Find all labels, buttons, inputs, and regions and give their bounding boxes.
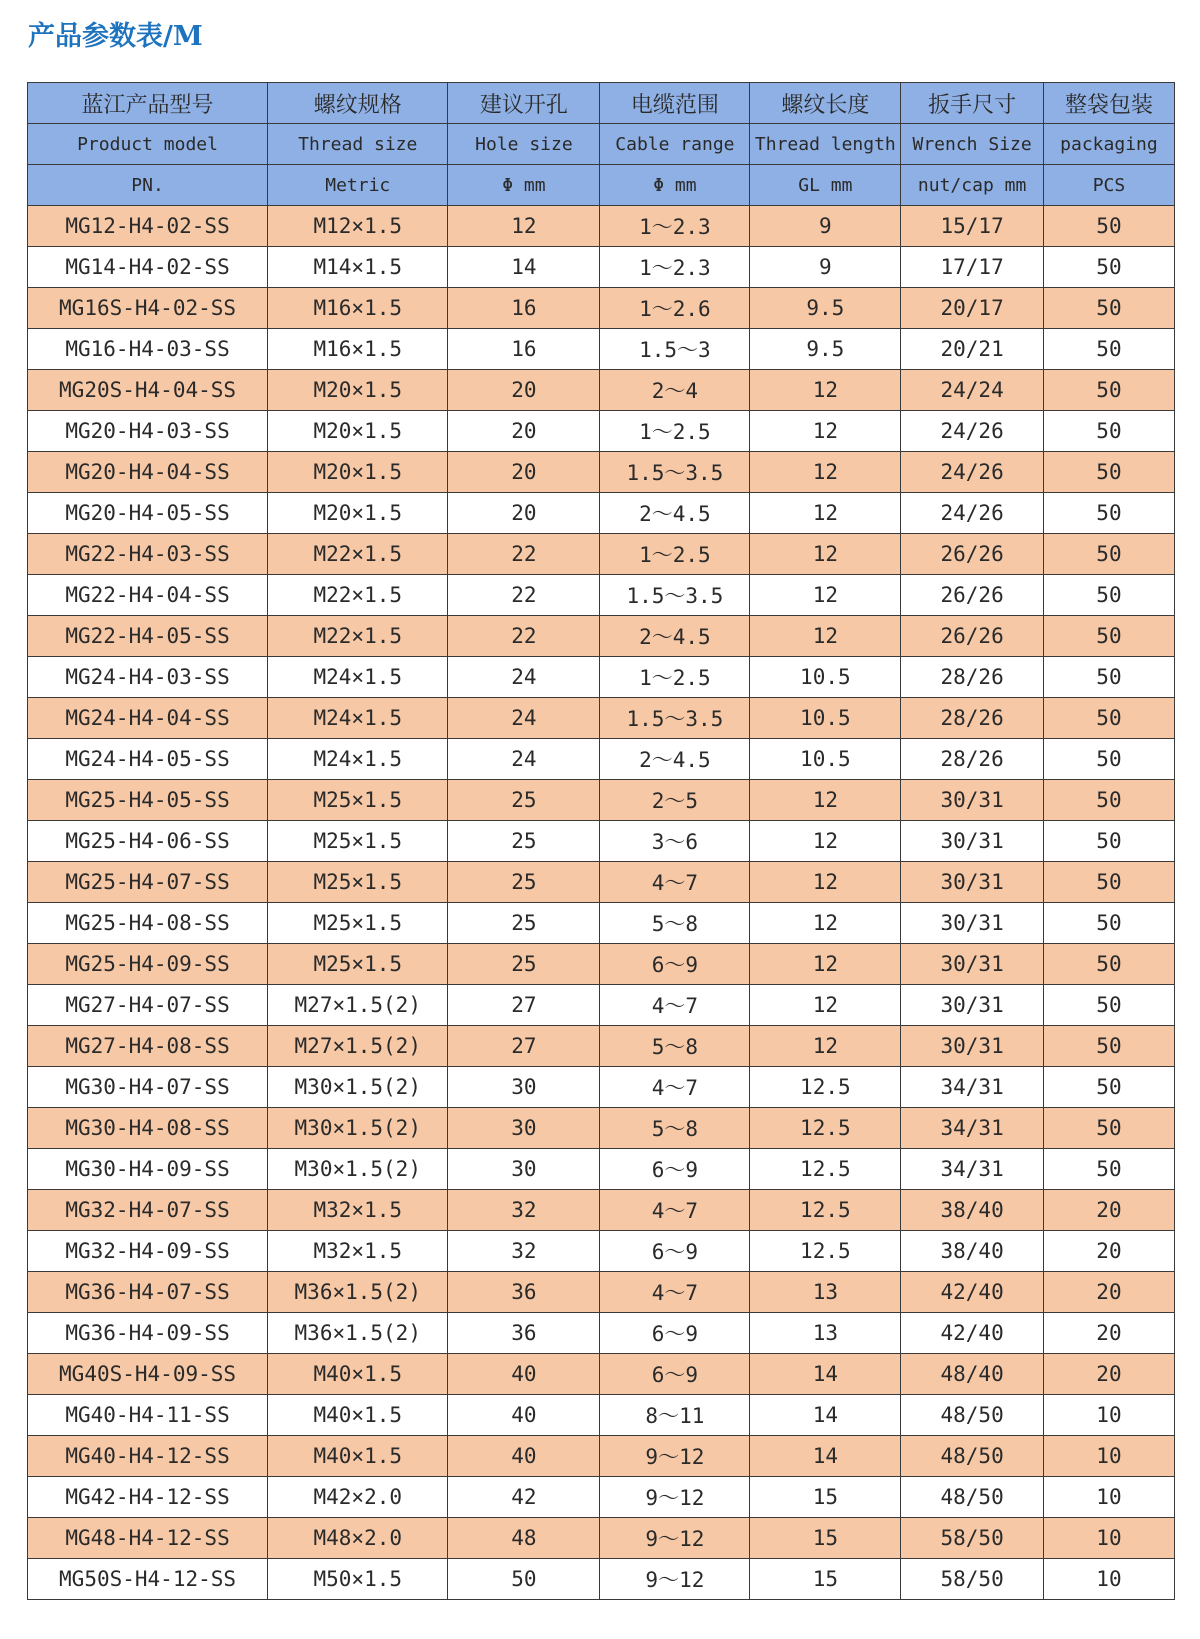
table-cell: 20/21: [901, 329, 1044, 370]
table-cell: 40: [448, 1395, 600, 1436]
table-cell: M30×1.5(2): [268, 1108, 448, 1149]
table-cell: M20×1.5: [268, 411, 448, 452]
table-cell: 12: [750, 985, 901, 1026]
table-cell: 14: [750, 1395, 901, 1436]
table-cell: 38/40: [901, 1190, 1044, 1231]
table-cell: 20: [1043, 1190, 1174, 1231]
header-cell: 蓝江产品型号: [28, 83, 268, 124]
table-cell: 12: [750, 616, 901, 657]
table-cell: 12.5: [750, 1231, 901, 1272]
header-row-english: [28, 124, 1175, 165]
table-row: [28, 288, 1175, 329]
table-cell: 20: [448, 493, 600, 534]
table-cell: MG27-H4-07-SS: [28, 985, 268, 1026]
table-cell: 12: [448, 206, 600, 247]
table-cell: 9～12: [600, 1518, 750, 1559]
table-cell: 9～12: [600, 1436, 750, 1477]
table-cell: 12: [750, 575, 901, 616]
table-cell: 17/17: [901, 247, 1044, 288]
table-cell: M32×1.5: [268, 1190, 448, 1231]
table-cell: M32×1.5: [268, 1231, 448, 1272]
table-cell: 34/31: [901, 1067, 1044, 1108]
header-row-units: [28, 165, 1175, 206]
header-cell: 扳手尺寸: [901, 83, 1044, 124]
header-cell: 建议开孔: [448, 83, 600, 124]
table-cell: 20: [1043, 1313, 1174, 1354]
table-cell: 50: [1043, 944, 1174, 985]
table-cell: 24/26: [901, 493, 1044, 534]
table-cell: MG20S-H4-04-SS: [28, 370, 268, 411]
table-cell: 4～7: [600, 985, 750, 1026]
table-cell: 2～4.5: [600, 493, 750, 534]
table-cell: 28/26: [901, 698, 1044, 739]
table-cell: 30/31: [901, 1026, 1044, 1067]
table-cell: M50×1.5: [268, 1559, 448, 1600]
table-cell: 16: [448, 288, 600, 329]
table-cell: 2～4.5: [600, 616, 750, 657]
table-cell: 24: [448, 698, 600, 739]
table-cell: 4～7: [600, 1272, 750, 1313]
table-cell: 40: [448, 1436, 600, 1477]
table-cell: 10: [1043, 1395, 1174, 1436]
table-cell: 20/17: [901, 288, 1044, 329]
table-cell: 50: [1043, 985, 1174, 1026]
table-cell: 42/40: [901, 1272, 1044, 1313]
table-row: [28, 370, 1175, 411]
table-cell: 20: [1043, 1272, 1174, 1313]
table-row: [28, 780, 1175, 821]
table-cell: 50: [1043, 739, 1174, 780]
table-row: [28, 985, 1175, 1026]
table-cell: MG30-H4-09-SS: [28, 1149, 268, 1190]
table-row: [28, 821, 1175, 862]
table-cell: 50: [1043, 493, 1174, 534]
product-spec-table: [27, 82, 1175, 1600]
table-cell: 12: [750, 493, 901, 534]
table-cell: 24: [448, 657, 600, 698]
table-cell: 1.5～3.5: [600, 575, 750, 616]
table-cell: 9: [750, 206, 901, 247]
header-cell: Wrench Size: [901, 124, 1044, 165]
table-cell: 12: [750, 452, 901, 493]
table-cell: 4～7: [600, 1190, 750, 1231]
table-cell: M25×1.5: [268, 780, 448, 821]
table-cell: MG48-H4-12-SS: [28, 1518, 268, 1559]
table-cell: 50: [1043, 903, 1174, 944]
table-cell: 1～2.5: [600, 657, 750, 698]
table-cell: 50: [1043, 452, 1174, 493]
table-cell: MG30-H4-07-SS: [28, 1067, 268, 1108]
header-cell: Metric: [268, 165, 448, 206]
table-cell: MG24-H4-04-SS: [28, 698, 268, 739]
table-cell: 26/26: [901, 575, 1044, 616]
table-cell: M40×1.5: [268, 1395, 448, 1436]
table-cell: 34/31: [901, 1108, 1044, 1149]
table-cell: 24/26: [901, 411, 1044, 452]
table-cell: M36×1.5(2): [268, 1272, 448, 1313]
table-cell: 32: [448, 1190, 600, 1231]
table-cell: 22: [448, 616, 600, 657]
table-cell: M48×2.0: [268, 1518, 448, 1559]
table-cell: MG40S-H4-09-SS: [28, 1354, 268, 1395]
table-cell: 12.5: [750, 1108, 901, 1149]
table-cell: 50: [1043, 370, 1174, 411]
table-cell: MG24-H4-05-SS: [28, 739, 268, 780]
table-cell: 1～2.5: [600, 534, 750, 575]
table-cell: MG25-H4-05-SS: [28, 780, 268, 821]
header-cell: Product model: [28, 124, 268, 165]
table-cell: 9～12: [600, 1559, 750, 1600]
table-cell: 10: [1043, 1518, 1174, 1559]
table-cell: 34/31: [901, 1149, 1044, 1190]
table-cell: MG25-H4-06-SS: [28, 821, 268, 862]
table-cell: MG25-H4-08-SS: [28, 903, 268, 944]
table-cell: MG25-H4-07-SS: [28, 862, 268, 903]
table-cell: 5～8: [600, 1108, 750, 1149]
table-cell: 50: [1043, 1108, 1174, 1149]
header-cell: Cable range: [600, 124, 750, 165]
table-cell: 9～12: [600, 1477, 750, 1518]
table-cell: MG20-H4-03-SS: [28, 411, 268, 452]
table-cell: 14: [448, 247, 600, 288]
header-cell: Hole size: [448, 124, 600, 165]
table-cell: M24×1.5: [268, 657, 448, 698]
table-cell: MG32-H4-07-SS: [28, 1190, 268, 1231]
table-cell: 48/50: [901, 1477, 1044, 1518]
table-row: [28, 534, 1175, 575]
table-cell: 20: [448, 452, 600, 493]
table-cell: M25×1.5: [268, 944, 448, 985]
table-cell: 1～2.3: [600, 206, 750, 247]
table-row: [28, 329, 1175, 370]
table-cell: 30/31: [901, 944, 1044, 985]
table-cell: 9.5: [750, 288, 901, 329]
table-cell: 50: [1043, 247, 1174, 288]
table-cell: MG25-H4-09-SS: [28, 944, 268, 985]
table-cell: 10.5: [750, 739, 901, 780]
header-cell: 螺纹长度: [750, 83, 901, 124]
table-cell: 2～5: [600, 780, 750, 821]
table-cell: 22: [448, 534, 600, 575]
table-row: [28, 698, 1175, 739]
table-cell: M12×1.5: [268, 206, 448, 247]
table-cell: 1.5～3.5: [600, 452, 750, 493]
table-cell: 42: [448, 1477, 600, 1518]
table-cell: MG14-H4-02-SS: [28, 247, 268, 288]
table-cell: MG24-H4-03-SS: [28, 657, 268, 698]
table-cell: 2～4: [600, 370, 750, 411]
table-cell: 26/26: [901, 534, 1044, 575]
table-cell: 15: [750, 1518, 901, 1559]
table-cell: M30×1.5(2): [268, 1067, 448, 1108]
table-cell: 10.5: [750, 698, 901, 739]
table-cell: 20: [448, 411, 600, 452]
header-cell: Thread length: [750, 124, 901, 165]
table-row: [28, 657, 1175, 698]
table-cell: MG20-H4-04-SS: [28, 452, 268, 493]
table-row: [28, 1026, 1175, 1067]
table-cell: MG40-H4-11-SS: [28, 1395, 268, 1436]
table-cell: 13: [750, 1313, 901, 1354]
table-row: [28, 247, 1175, 288]
table-row: [28, 206, 1175, 247]
table-cell: 15/17: [901, 206, 1044, 247]
table-cell: MG50S-H4-12-SS: [28, 1559, 268, 1600]
table-cell: 25: [448, 903, 600, 944]
table-cell: 10: [1043, 1559, 1174, 1600]
header-cell: Thread size: [268, 124, 448, 165]
table-cell: M24×1.5: [268, 739, 448, 780]
table-cell: 50: [1043, 657, 1174, 698]
table-cell: 58/50: [901, 1559, 1044, 1600]
table-cell: M20×1.5: [268, 493, 448, 534]
table-cell: MG32-H4-09-SS: [28, 1231, 268, 1272]
table-cell: M27×1.5(2): [268, 985, 448, 1026]
table-cell: 48/50: [901, 1436, 1044, 1477]
table-cell: 50: [448, 1559, 600, 1600]
table-cell: 25: [448, 821, 600, 862]
table-row: [28, 1477, 1175, 1518]
table-cell: M30×1.5(2): [268, 1149, 448, 1190]
table-row: [28, 1354, 1175, 1395]
header-cell: PN.: [28, 165, 268, 206]
table-row: [28, 575, 1175, 616]
page-title: 产品参数表/M: [28, 21, 203, 52]
table-row: [28, 1272, 1175, 1313]
table-cell: M22×1.5: [268, 534, 448, 575]
table-cell: 22: [448, 575, 600, 616]
table-cell: 24/24: [901, 370, 1044, 411]
table-cell: 30/31: [901, 862, 1044, 903]
table-cell: 36: [448, 1272, 600, 1313]
table-cell: MG20-H4-05-SS: [28, 493, 268, 534]
table-cell: 3～6: [600, 821, 750, 862]
table-cell: 12: [750, 1026, 901, 1067]
table-cell: MG42-H4-12-SS: [28, 1477, 268, 1518]
table-cell: 20: [1043, 1231, 1174, 1272]
table-cell: 42/40: [901, 1313, 1044, 1354]
table-cell: 13: [750, 1272, 901, 1313]
table-cell: 12: [750, 903, 901, 944]
table-row: [28, 1313, 1175, 1354]
table-cell: 9.5: [750, 329, 901, 370]
table-cell: 12.5: [750, 1149, 901, 1190]
table-row: [28, 1190, 1175, 1231]
table-cell: 50: [1043, 329, 1174, 370]
header-cell: 电缆范围: [600, 83, 750, 124]
table-row: [28, 1436, 1175, 1477]
header-cell: GL mm: [750, 165, 901, 206]
table-cell: M25×1.5: [268, 821, 448, 862]
table-cell: 48/50: [901, 1395, 1044, 1436]
table-cell: 25: [448, 944, 600, 985]
table-row: [28, 1149, 1175, 1190]
table-cell: 50: [1043, 288, 1174, 329]
table-row: [28, 452, 1175, 493]
table-row: [28, 1559, 1175, 1600]
table-cell: 50: [1043, 411, 1174, 452]
table-cell: 2～4.5: [600, 739, 750, 780]
table-cell: 1～2.3: [600, 247, 750, 288]
table-cell: 24/26: [901, 452, 1044, 493]
table-row: [28, 1395, 1175, 1436]
table-cell: 6～9: [600, 944, 750, 985]
table-cell: M40×1.5: [268, 1354, 448, 1395]
table-cell: MG27-H4-08-SS: [28, 1026, 268, 1067]
header-cell: Φ mm: [448, 165, 600, 206]
header-cell: nut/cap mm: [901, 165, 1044, 206]
table-cell: M40×1.5: [268, 1436, 448, 1477]
table-row: [28, 1518, 1175, 1559]
table-cell: 30/31: [901, 780, 1044, 821]
table-cell: 10.5: [750, 657, 901, 698]
table-cell: M25×1.5: [268, 903, 448, 944]
table-cell: MG22-H4-04-SS: [28, 575, 268, 616]
table-cell: MG22-H4-05-SS: [28, 616, 268, 657]
table-cell: MG40-H4-12-SS: [28, 1436, 268, 1477]
table-cell: MG12-H4-02-SS: [28, 206, 268, 247]
table-cell: M20×1.5: [268, 370, 448, 411]
table-cell: 8～11: [600, 1395, 750, 1436]
table-cell: MG30-H4-08-SS: [28, 1108, 268, 1149]
table-row: [28, 411, 1175, 452]
table-cell: M16×1.5: [268, 329, 448, 370]
table-cell: M22×1.5: [268, 575, 448, 616]
table-cell: 50: [1043, 1067, 1174, 1108]
table-cell: 10: [1043, 1436, 1174, 1477]
table-cell: 27: [448, 1026, 600, 1067]
table-cell: 32: [448, 1231, 600, 1272]
table-cell: 12: [750, 780, 901, 821]
table-cell: 6～9: [600, 1149, 750, 1190]
table-cell: 4～7: [600, 1067, 750, 1108]
table-cell: M14×1.5: [268, 247, 448, 288]
table-cell: 30: [448, 1149, 600, 1190]
table-cell: MG16S-H4-02-SS: [28, 288, 268, 329]
table-cell: 6～9: [600, 1354, 750, 1395]
table-cell: 12: [750, 534, 901, 575]
table-cell: 15: [750, 1477, 901, 1518]
table-row: [28, 903, 1175, 944]
table-cell: 48/40: [901, 1354, 1044, 1395]
header-cell: 螺纹规格: [268, 83, 448, 124]
table-cell: 25: [448, 780, 600, 821]
header-cell: PCS: [1043, 165, 1174, 206]
table-cell: 30/31: [901, 821, 1044, 862]
table-cell: 12.5: [750, 1067, 901, 1108]
table-cell: M22×1.5: [268, 616, 448, 657]
table-cell: 12.5: [750, 1190, 901, 1231]
table-cell: 30/31: [901, 903, 1044, 944]
table-cell: 50: [1043, 1149, 1174, 1190]
table-cell: M20×1.5: [268, 452, 448, 493]
table-cell: 1～2.5: [600, 411, 750, 452]
table-cell: 10: [1043, 1477, 1174, 1518]
table-row: [28, 862, 1175, 903]
table-cell: M42×2.0: [268, 1477, 448, 1518]
table-cell: 6～9: [600, 1231, 750, 1272]
table-cell: 4～7: [600, 862, 750, 903]
table-cell: 20: [1043, 1354, 1174, 1395]
table-cell: M24×1.5: [268, 698, 448, 739]
table-cell: 28/26: [901, 739, 1044, 780]
table-cell: 48: [448, 1518, 600, 1559]
header-cell: packaging: [1043, 124, 1174, 165]
header-cell: Φ mm: [600, 165, 750, 206]
table-cell: 24: [448, 739, 600, 780]
table-cell: 50: [1043, 698, 1174, 739]
table-row: [28, 944, 1175, 985]
table-cell: MG36-H4-09-SS: [28, 1313, 268, 1354]
table-cell: 25: [448, 862, 600, 903]
table-cell: 12: [750, 411, 901, 452]
table-cell: 28/26: [901, 657, 1044, 698]
header-row-chinese: [28, 83, 1175, 124]
table-cell: MG36-H4-07-SS: [28, 1272, 268, 1313]
table-cell: 14: [750, 1354, 901, 1395]
table-cell: 38/40: [901, 1231, 1044, 1272]
table-cell: 36: [448, 1313, 600, 1354]
table-cell: 50: [1043, 780, 1174, 821]
header-cell: 整袋包装: [1043, 83, 1174, 124]
table-cell: M27×1.5(2): [268, 1026, 448, 1067]
table-cell: 16: [448, 329, 600, 370]
table-cell: 30: [448, 1067, 600, 1108]
table-cell: 50: [1043, 1026, 1174, 1067]
table-cell: 12: [750, 862, 901, 903]
table-row: [28, 1067, 1175, 1108]
table-cell: 9: [750, 247, 901, 288]
table-row: [28, 616, 1175, 657]
table-cell: 20: [448, 370, 600, 411]
table-cell: MG22-H4-03-SS: [28, 534, 268, 575]
table-row: [28, 739, 1175, 780]
table-cell: 1.5～3.5: [600, 698, 750, 739]
table-cell: 12: [750, 370, 901, 411]
table-cell: 50: [1043, 575, 1174, 616]
table-cell: 12: [750, 821, 901, 862]
table-row: [28, 1231, 1175, 1272]
table-cell: 6～9: [600, 1313, 750, 1354]
table-cell: 1.5～3: [600, 329, 750, 370]
table-cell: 50: [1043, 862, 1174, 903]
table-cell: 50: [1043, 616, 1174, 657]
table-cell: 5～8: [600, 903, 750, 944]
table-cell: M36×1.5(2): [268, 1313, 448, 1354]
table-cell: 27: [448, 985, 600, 1026]
table-cell: 30/31: [901, 985, 1044, 1026]
table-cell: M25×1.5: [268, 862, 448, 903]
table-cell: 40: [448, 1354, 600, 1395]
table-cell: 12: [750, 944, 901, 985]
table-cell: 50: [1043, 534, 1174, 575]
table-row: [28, 1108, 1175, 1149]
table-cell: 15: [750, 1559, 901, 1600]
table-cell: MG16-H4-03-SS: [28, 329, 268, 370]
table-cell: 1～2.6: [600, 288, 750, 329]
table-cell: 5～8: [600, 1026, 750, 1067]
table-cell: 50: [1043, 206, 1174, 247]
table-body: [28, 83, 1175, 1600]
table-cell: 50: [1043, 821, 1174, 862]
table-cell: M16×1.5: [268, 288, 448, 329]
table-cell: 26/26: [901, 616, 1044, 657]
table-row: [28, 493, 1175, 534]
table-cell: 30: [448, 1108, 600, 1149]
table-cell: 14: [750, 1436, 901, 1477]
table-cell: 58/50: [901, 1518, 1044, 1559]
